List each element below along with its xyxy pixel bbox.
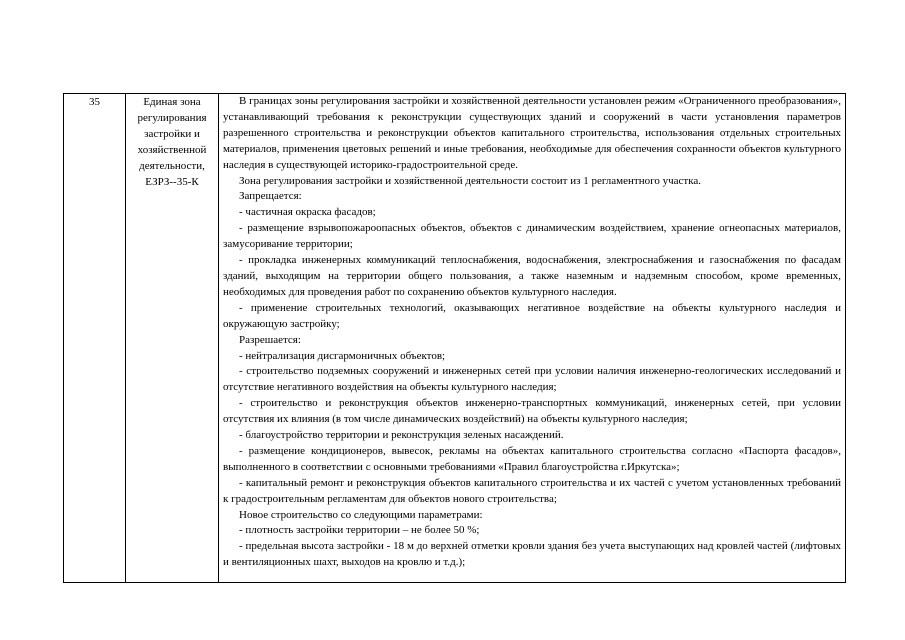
- regulation-paragraph: - плотность застройки территории – не более 50 %;: [239, 524, 480, 537]
- regulation-paragraph: Разрешается:: [239, 333, 301, 346]
- zone-name: Единая зона регулирования застройки и хозяйственной деятельности, ЕЗРЗ--35-К: [137, 96, 207, 188]
- regulation-paragraph: Запрещается:: [239, 190, 302, 203]
- zone-name-cell: [126, 94, 219, 583]
- regulation-paragraph: Зона регулирования застройки и хозяйственной деятельности состоит из 1 регламентного участка.: [239, 174, 701, 187]
- regulation-text-cell: [219, 94, 846, 583]
- regulation-paragraph: - строительство и реконструкция объектов инженерно-транспортных коммуникаций, инженерных сетей, при условии отсутствия их влияния (в том числе динамических воздействий) на объекты культурного наследия;: [223, 397, 841, 426]
- regulation-paragraph: - размещение взрывопожароопасных объектов, объектов с динамическим воздействием, хранение огнеопасных материалов, замусоривание территории;: [223, 222, 841, 251]
- regulation-paragraph: - прокладка инженерных коммуникаций теплоснабжения, водоснабжения, электроснабжения и газоснабжения по фасадам зданий, выходящим на территории общего пользования, а также наземным и надземным способом, кроме временных, необходимых для проведения работ по сохранению объектов культурного наследия.: [223, 254, 841, 298]
- regulation-paragraph: - нейтрализация дисгармоничных объектов;: [239, 349, 446, 362]
- row-number: 35: [89, 96, 100, 108]
- table-row: [64, 94, 846, 583]
- regulation-paragraph: - применение строительных технологий, оказывающих негативное воздействие на объекты культурного наследия и окружающую застройку;: [223, 301, 841, 330]
- regulation-paragraph: - размещение кондиционеров, вывесок, рекламы на объектах капитального строительства согласно «Паспорта фасадов», выполненного в соответствии с основными требованиями «Правил благоустройства г.Иркутска»;: [223, 444, 841, 473]
- regulation-paragraph: - капитальный ремонт и реконструкция объектов капитального строительства и их частей с учетом установленных требований к градостроительным регламентам для объектов нового строительства;: [223, 476, 841, 505]
- regulation-table: [63, 93, 846, 583]
- regulation-paragraph: Новое строительство со следующими параметрами:: [239, 508, 483, 521]
- regulation-paragraph: - предельная высота застройки - 18 м до верхней отметки кровли здания без учета выступающих над кровлей частей (лифтовых и вентиляционных шахт, выходов на кровлю и т.д.);: [223, 540, 841, 569]
- regulation-paragraph: - благоустройство территории и реконструкция зеленых насаждений.: [239, 429, 564, 442]
- regulation-paragraph: - частичная окраска фасадов;: [239, 206, 376, 219]
- regulation-paragraph: В границах зоны регулирования застройки и хозяйственной деятельности установлен режим «Ограниченного преобразования», устанавливающий требования к реконструкции существующих зданий и сооружений в части установления параметров разрешенного строительства и реконструкции объектов капитального строительства, использования отдельных строительных материалов, применения цветовых решений и иные требования, необходимые для обеспечения сохранности объектов культурного наследия в существующей историко-градостроительной среде.: [223, 95, 841, 171]
- row-number-cell: [64, 94, 126, 583]
- regulation-paragraph: - строительство подземных сооружений и инженерных сетей при условии наличия инженерно-геологических исследований и отсутствие негативного воздействия на объекты культурного наследия;: [223, 365, 841, 394]
